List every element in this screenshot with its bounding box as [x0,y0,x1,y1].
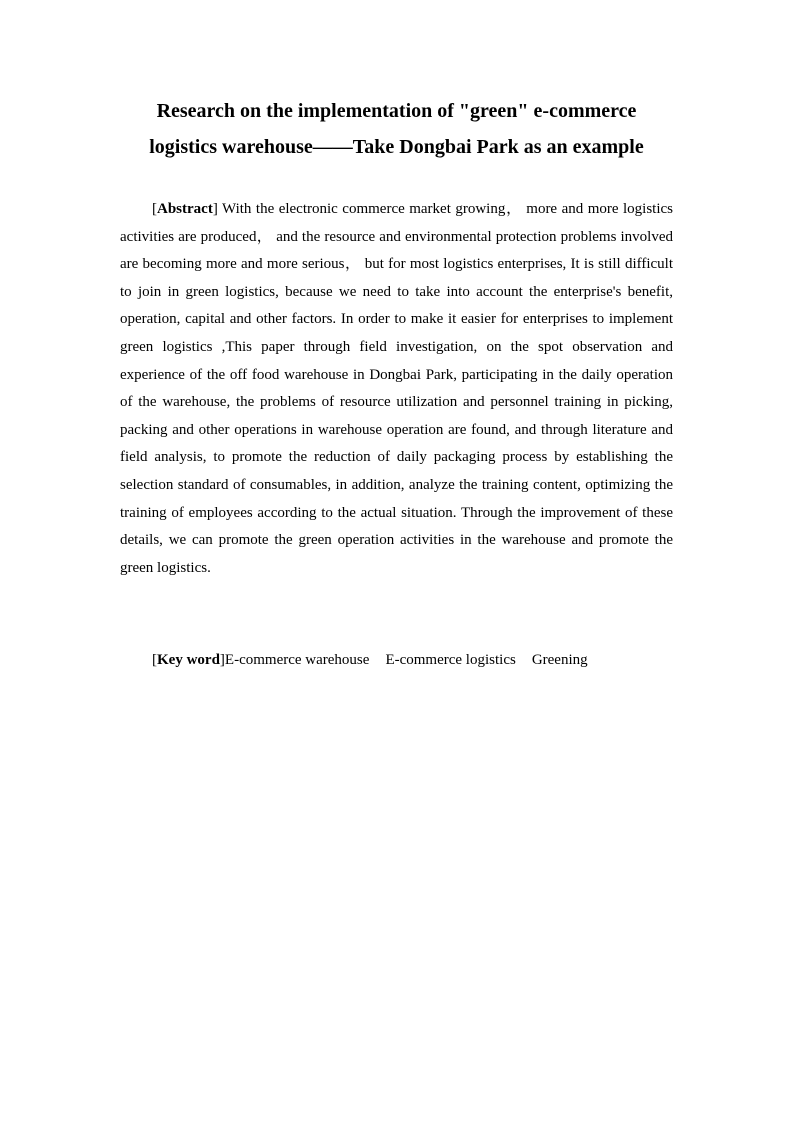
keyword-item: E-commerce warehouse [224,652,370,668]
keywords-line [120,648,673,672]
abstract-label: Abstract [157,201,213,217]
abstract-paragraph [120,196,673,582]
abstract-text: With the electronic commerce market growing， more and more logistics activities are produced， and the resource and environmental protection problems involved are becoming more and more serious， but for most logistics enterprises, It is still difficult to join in green logistics, because we need to take into account the enterprise's benefit, operation, capital and other factors. In order to make it easier for enterprises to implement green logistics ,This paper through field investigation, on the spot observation and experience of the off food warehouse in Dongbai Park, participating in the daily operation of the warehouse, the problems of resource utilization and personnel training in picking, packing and other operations in warehouse operation are found, and through literature and field analysis, to promote the reduction of daily packaging process by establishing the selection standard of consumables, in addition, analyze the training content, optimizing the training of employees according to the actual situation. Through the improvement of these details, we can promote the green operation activities in the warehouse and promote the green logistics. [120,201,673,576]
paper-title [100,93,693,165]
abstract-close-bracket: ] [212,201,218,217]
keyword-item: Greening [531,652,588,668]
title-line-2: logistics warehouse——Take Dongbai Park as an example [149,136,644,158]
title-line-1: Research on the implementation of "green" e-commerce [156,100,637,122]
keywords-label: Key word [157,652,220,668]
keyword-item: E-commerce logistics [385,652,516,668]
keywords-close-bracket: ] [219,652,225,668]
abstract-open-bracket: [ [152,201,157,217]
keywords-open-bracket: [ [152,652,157,668]
